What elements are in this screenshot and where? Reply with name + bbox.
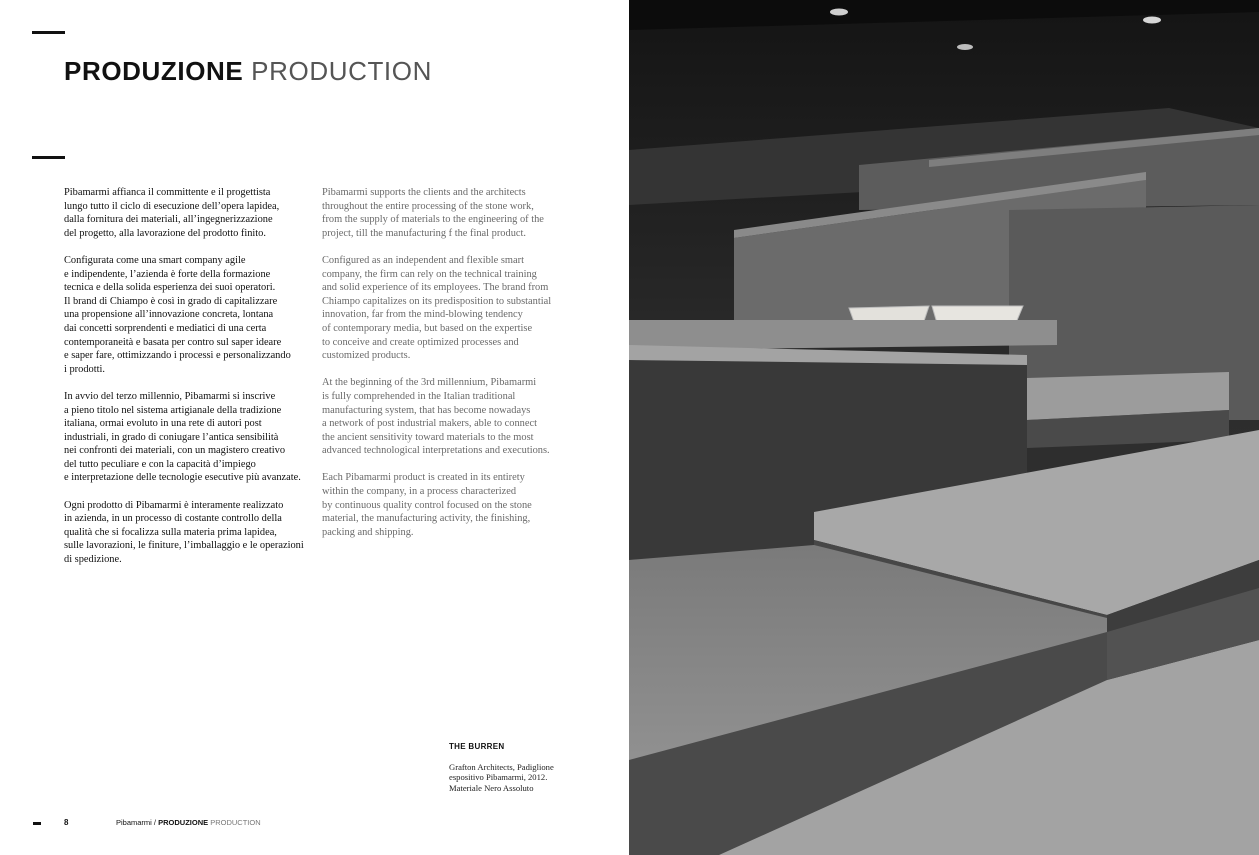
stone-installation-photo <box>629 0 1259 855</box>
english-paragraph-2: Configured as an independent and flexible smart company, the firm can rely on the technical training and solid experience of its employees. The brand from Chiampo capitalizes on its predisposition to substantial innovation, far from the mind-blowing tendency of contemporary media, but based on the expertise to conceive and create optimized processes and customized products. <box>322 254 552 362</box>
page-number: 8 <box>64 818 69 827</box>
ceiling-light <box>1143 17 1161 24</box>
italian-paragraph-2: Configurata come una smart company agile e indipendente, l’azienda è forte della formazione tecnica e della solida esperienza dei suoi operatori. Il brand di Chiampo è così in grado di capitalizzare una propensione all’innovazione concreta, lontana dai concetti sorprendenti e mediatici di una certa contemporaneità e basata per contro sul saper ideare e saper fare, ottimizzando i processi e personalizzando i prodotti. <box>64 254 291 375</box>
italian-paragraph-1: Pibamarmi affianca il committente e il progettista lungo tutto il ciclo di esecuzione dell’opera lapidea, dalla fornitura dei materiali, all’ingegnerizzazione del progetto, alla lavorazione del prodotto finito. <box>64 187 280 239</box>
caption-text: Grafton Architects, Padiglione espositivo Pibamarmi, 2012. Materiale Nero Assoluto <box>449 762 554 793</box>
ceiling-light <box>830 9 848 16</box>
footer-section-english: PRODUCTION <box>208 818 261 827</box>
photo-caption <box>449 742 589 793</box>
title-italian: PRODUZIONE <box>64 56 244 86</box>
footer-dash <box>33 822 41 825</box>
running-footer <box>116 818 261 827</box>
footer-separator: / <box>151 818 159 827</box>
italian-paragraph-4: Ogni prodotto di Pibamarmi è interamente realizzato in azienda, in un processo di costante controllo della qualità che si focalizza sulla materia prima lapidea, sulle lavorazioni, le finiture, l’imballaggio e le operazioni di spedizione. <box>64 499 304 566</box>
caption-title: THE BURREN <box>449 742 505 751</box>
ceiling-light <box>957 44 973 50</box>
english-paragraph-3: At the beginning of the 3rd millennium, Pibamarmi is fully comprehended in the Italian traditional manufacturing system, that has become nowadays a network of post industrial makers, able to connect the ancient sensitivity toward materials to the most advanced technological interpretations and executions. <box>322 377 550 457</box>
italian-paragraph-3: In avvio del terzo millennio, Pibamarmi si inscrive a pieno titolo nel sistema artigianale della tradizione italiana, ormai evoluto in una rete di autori post industriali, in grado di coniugare l’antica sensibilità nei confronti dei materiali, con un magistero creativo del tutto peculiare e con la capacità d’impiego e interpretazione delle tecnologie esecutive più avanzate. <box>64 390 301 484</box>
page-title <box>64 56 432 87</box>
title-english: PRODUCTION <box>251 56 432 86</box>
english-paragraph-1: Pibamarmi supports the clients and the architects throughout the entire processing of the stone work, from the supply of materials to the engineering of the project, till the manufacturing f the final product. <box>322 187 544 239</box>
italian-column <box>64 186 312 580</box>
section-rule <box>32 156 65 159</box>
english-paragraph-4: Each Pibamarmi product is created in its entirety within the company, in a process characterized by continuous quality control focused on the stone material, the manufacturing activity, the finishing, packing and shipping. <box>322 472 532 538</box>
english-column <box>322 186 567 553</box>
footer-section-italian: PRODUZIONE <box>158 818 209 827</box>
top-rule <box>32 31 65 34</box>
footer-brand: Pibamarmi <box>116 818 152 827</box>
basin-shelf <box>629 320 1057 350</box>
left-page <box>0 0 629 855</box>
